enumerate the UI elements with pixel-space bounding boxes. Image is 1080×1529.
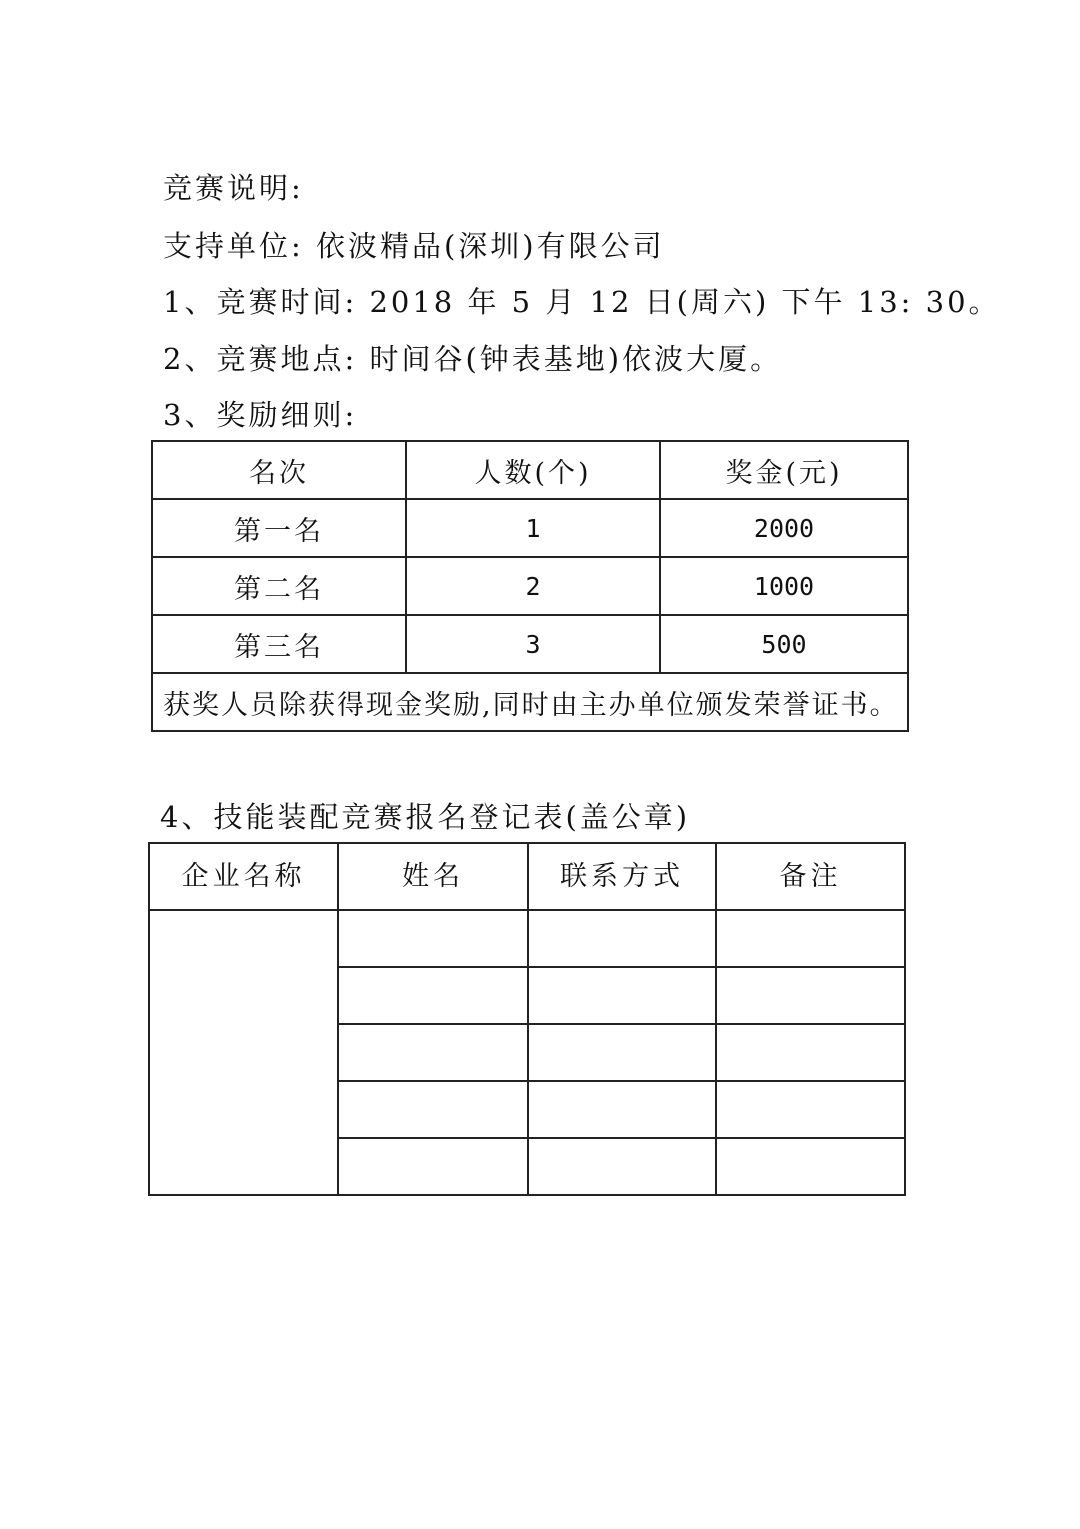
remarks-cell[interactable]	[716, 967, 905, 1024]
remarks-cell[interactable]	[716, 1138, 905, 1195]
header-count: 人数(个)	[406, 441, 660, 499]
count-cell: 1	[406, 499, 660, 557]
prize-note-row	[152, 673, 908, 731]
contact-cell[interactable]	[528, 1138, 716, 1195]
rank-cell: 第三名	[152, 615, 406, 673]
name-cell[interactable]	[338, 967, 528, 1024]
competition-place: 2、竞赛地点: 时间谷(钟表基地)依波大厦。	[163, 342, 783, 376]
count-cell: 2	[406, 557, 660, 615]
prize-row	[152, 615, 908, 673]
section-title: 竞赛说明:	[163, 171, 304, 205]
competition-time: 1、竞赛时间: 2018 年 5 月 12 日(周六) 下午 13: 30。	[163, 285, 1001, 319]
remarks-cell[interactable]	[716, 1081, 905, 1138]
remarks-cell[interactable]	[716, 910, 905, 967]
remarks-cell[interactable]	[716, 1024, 905, 1081]
name-cell[interactable]	[338, 1024, 528, 1081]
contact-cell[interactable]	[528, 967, 716, 1024]
name-cell[interactable]	[338, 1138, 528, 1195]
prize-cell: 2000	[660, 499, 908, 557]
company-cell[interactable]	[149, 910, 338, 1195]
header-remarks: 备注	[716, 843, 905, 910]
registration-heading: 4、技能装配竞赛报名登记表(盖公章)	[160, 800, 691, 834]
prize-row	[152, 557, 908, 615]
count-cell: 3	[406, 615, 660, 673]
header-name: 姓名	[338, 843, 528, 910]
registration-header-row	[149, 843, 905, 910]
prize-row	[152, 499, 908, 557]
prize-table	[151, 440, 909, 732]
header-rank: 名次	[152, 441, 406, 499]
prize-cell: 500	[660, 615, 908, 673]
support-unit: 支持单位: 依波精品(深圳)有限公司	[163, 229, 665, 263]
rewards-heading: 3、奖励细则:	[163, 398, 358, 432]
prize-cell: 1000	[660, 557, 908, 615]
rank-cell: 第一名	[152, 499, 406, 557]
rank-cell: 第二名	[152, 557, 406, 615]
prize-header-row	[152, 441, 908, 499]
prize-note: 获奖人员除获得现金奖励,同时由主办单位颁发荣誉证书。	[152, 673, 908, 731]
contact-cell[interactable]	[528, 1081, 716, 1138]
registration-table	[148, 842, 906, 1196]
contact-cell[interactable]	[528, 1024, 716, 1081]
contact-cell[interactable]	[528, 910, 716, 967]
header-company: 企业名称	[149, 843, 338, 910]
name-cell[interactable]	[338, 910, 528, 967]
name-cell[interactable]	[338, 1081, 528, 1138]
header-contact: 联系方式	[528, 843, 716, 910]
header-prize: 奖金(元)	[660, 441, 908, 499]
registration-row	[149, 910, 905, 967]
